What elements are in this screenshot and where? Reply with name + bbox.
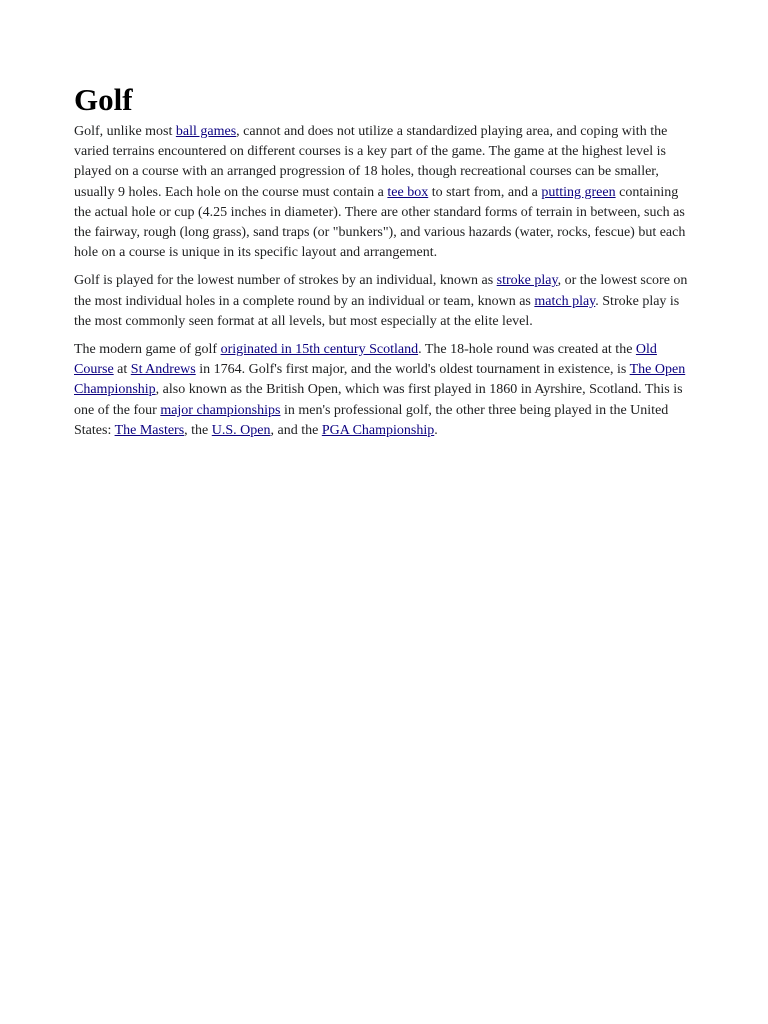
link-pga-championship[interactable]: PGA Championship: [321, 422, 435, 438]
link-putting-green[interactable]: putting green: [541, 184, 616, 200]
link-st-andrews[interactable]: St Andrews: [130, 362, 196, 378]
paragraph-text: , and the: [270, 422, 322, 438]
link-us-open[interactable]: U.S. Open: [211, 422, 271, 438]
paragraph-text: , the: [184, 422, 212, 438]
paragraph-3: [74, 340, 696, 441]
link-the-masters[interactable]: The Masters: [114, 422, 185, 438]
paragraph-text: in men's professional golf, the other three being played in the United States:: [74, 402, 669, 438]
link-major-championships[interactable]: major championships: [160, 402, 281, 418]
paragraph-text: The modern game of golf: [74, 342, 221, 358]
link-origin-scotland[interactable]: originated in 15th century Scotland: [220, 342, 419, 358]
link-open-championship[interactable]: The Open Championship: [74, 362, 686, 398]
paragraph-text: Golf is played for the lowest number of strokes by an individual, known as: [74, 273, 497, 289]
paragraph-text: Golf, unlike most: [74, 124, 176, 139]
article-body: [74, 122, 696, 441]
paragraph-text: at: [113, 362, 131, 378]
article: [74, 80, 696, 449]
paragraph-text: . The 18-hole round was created at the: [418, 342, 636, 358]
paragraph-2: [74, 271, 696, 332]
link-tee-box[interactable]: tee box: [387, 184, 429, 200]
paragraph-text: , also known as the British Open, which was first played in 1860 in Ayrshire, Scotland. This is one of the four: [74, 382, 683, 418]
link-stroke-play[interactable]: stroke play: [496, 273, 558, 289]
paragraph-text: , or the lowest score on the most individual holes in a complete round by an individual or team, known as: [74, 273, 688, 309]
paragraph-text: containing the actual hole or cup (4.25 inches in diameter). There are other standard forms of terrain in between, such as the fairway, rough (long grass), sand traps (or "bunkers"), and various hazards (water, rocks, fescue) but each hole on a course is unique in its specific layout and arrangement.: [74, 184, 686, 261]
paragraph-text: to start from, and a: [428, 184, 542, 200]
paragraph-text: . Stroke play is the most commonly seen format at all levels, but most especially at the elite level.: [74, 293, 680, 329]
paragraph-text: in 1764. Golf's first major, and the world's oldest tournament in existence, is: [195, 362, 630, 378]
link-ball-games[interactable]: ball games: [175, 124, 237, 139]
link-match-play[interactable]: match play: [534, 293, 596, 309]
page-title: Golf: [74, 82, 133, 117]
paragraph-text: .: [434, 422, 438, 438]
paragraph-1: [74, 122, 696, 263]
paragraph-text: , cannot and does not utilize a standardized playing area, and coping with the varied terrains encountered on different courses is a key part of the game. The game at the highest level is played on a course with an arranged progression of 18 holes, though recreational courses can be smaller, usually 9 holes. Each hole on the course must contain a: [74, 124, 668, 200]
link-old-course[interactable]: Old Course: [74, 342, 657, 378]
